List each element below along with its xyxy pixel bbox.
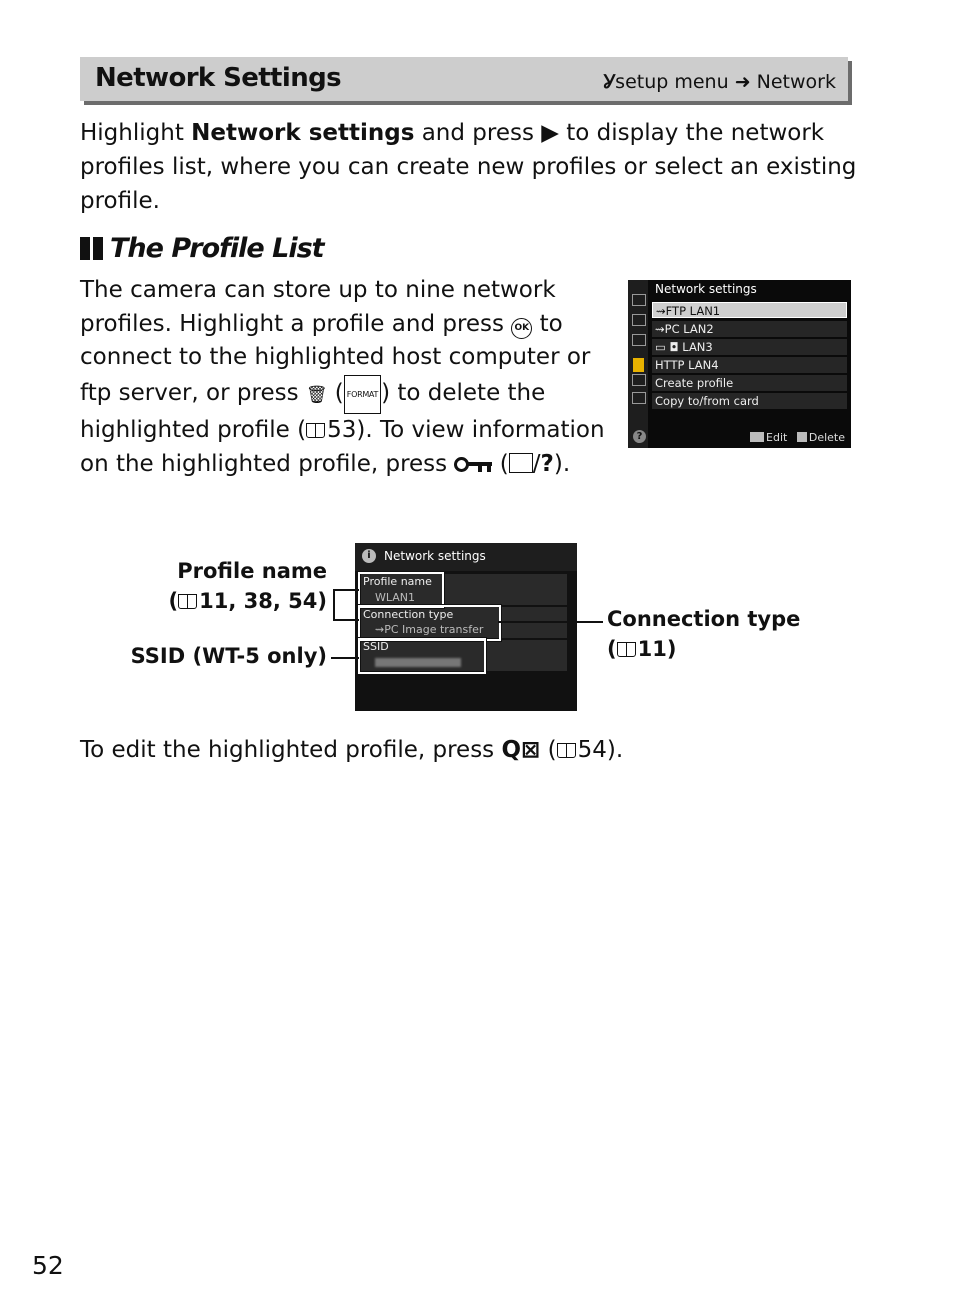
setup-menu-icon xyxy=(633,358,644,372)
screen-footer: Edit Delete xyxy=(750,431,845,444)
callout-ssid: SSID (WT-5 only) xyxy=(130,644,327,668)
protect-key-icon xyxy=(454,457,492,471)
page-ref-icon xyxy=(306,423,326,438)
callout-profile-name: Profile name xyxy=(177,559,327,583)
intro-paragraph: Highlight Network settings and press ▶ to display the network profiles list, where you can create new profiles or select an existing profile. xyxy=(80,120,857,214)
menu-row: Create profile xyxy=(652,375,847,391)
wrench-icon: Ỿ xyxy=(603,71,616,93)
menu-sidebar xyxy=(628,280,648,448)
profile-row: ▭ ◘ LAN3 xyxy=(652,339,847,355)
menu-row: Copy to/from card xyxy=(652,393,847,409)
screen-title: Network settings xyxy=(384,549,486,563)
custom-settings-icon xyxy=(632,334,646,346)
trash-icon xyxy=(797,432,807,442)
profile-row: ⇝FTP LAN1 xyxy=(652,302,847,318)
callout-line xyxy=(333,590,335,620)
profile-list-paragraph: The camera can store up to nine network profiles. Highlight a profile and press OK to connect to the highlighted host computer or ftp server, or press 🗑 ( FORMAT ) to delete the highlighted profile ( 53). To view information on the highlighted profile, press ( /?). xyxy=(80,277,605,477)
connection-type-value: ⇝PC Image transfer xyxy=(375,623,484,636)
callout-profile-refs: ( 11, 38, 54) xyxy=(168,589,327,613)
callout-line xyxy=(333,619,359,621)
section-header xyxy=(80,57,848,101)
profile-name-value: WLAN1 xyxy=(375,591,416,604)
callout-box-connection xyxy=(358,605,501,641)
multi-selector-right-icon: ▶ xyxy=(541,120,559,146)
callout-box-profile xyxy=(358,572,444,608)
heading-bullet-icon xyxy=(80,237,90,260)
screen-title: Network settings xyxy=(655,282,757,296)
my-menu-icon xyxy=(632,392,646,404)
page-ref-icon xyxy=(617,642,637,657)
retouch-icon xyxy=(509,453,533,473)
profile-row: HTTP LAN4 xyxy=(652,357,847,373)
camera-screen-network-settings xyxy=(628,280,851,448)
menu-path: Ỿsetup menu ➜ Network xyxy=(603,71,836,93)
callout-line xyxy=(498,621,603,623)
help-icon: ? xyxy=(540,450,554,477)
trash-icon: 🗑 xyxy=(305,384,328,405)
edit-instruction: To edit the highlighted profile, press Q⊠ ( 54). xyxy=(80,737,624,763)
heading-bullet-icon xyxy=(93,237,103,260)
page-ref-icon xyxy=(178,594,198,609)
page-ref-icon xyxy=(557,743,577,758)
screen-header xyxy=(355,543,577,571)
camera-screen-profile-info xyxy=(355,543,577,711)
callout-line xyxy=(333,589,359,591)
help-icon: ? xyxy=(633,430,646,443)
info-icon: i xyxy=(362,549,376,563)
callout-connection-type: Connection type xyxy=(607,607,801,631)
shooting-menu-icon xyxy=(632,314,646,326)
playback-menu-icon xyxy=(632,294,646,306)
profile-name-label: Profile name xyxy=(363,575,432,588)
header-title: Network Settings xyxy=(95,63,341,93)
section-heading: The Profile List xyxy=(80,233,324,264)
arrow-icon: ➜ xyxy=(734,71,751,93)
page-number: 52 xyxy=(32,1251,64,1280)
retouch-menu-icon xyxy=(632,374,646,386)
callout-box-ssid xyxy=(358,638,486,674)
connection-type-label: Connection type xyxy=(363,608,454,621)
format-button-icon: FORMAT xyxy=(344,375,381,415)
ok-button-icon: OK xyxy=(511,318,532,339)
profile-row: ⇝PC LAN2 xyxy=(652,321,847,337)
zoom-out-button-icon: Q⊠ xyxy=(501,737,541,763)
ssid-label: SSID xyxy=(363,640,389,653)
callout-connection-ref: ( 11) xyxy=(607,637,677,661)
callout-line xyxy=(331,657,359,659)
zoom-button-icon xyxy=(750,432,764,442)
